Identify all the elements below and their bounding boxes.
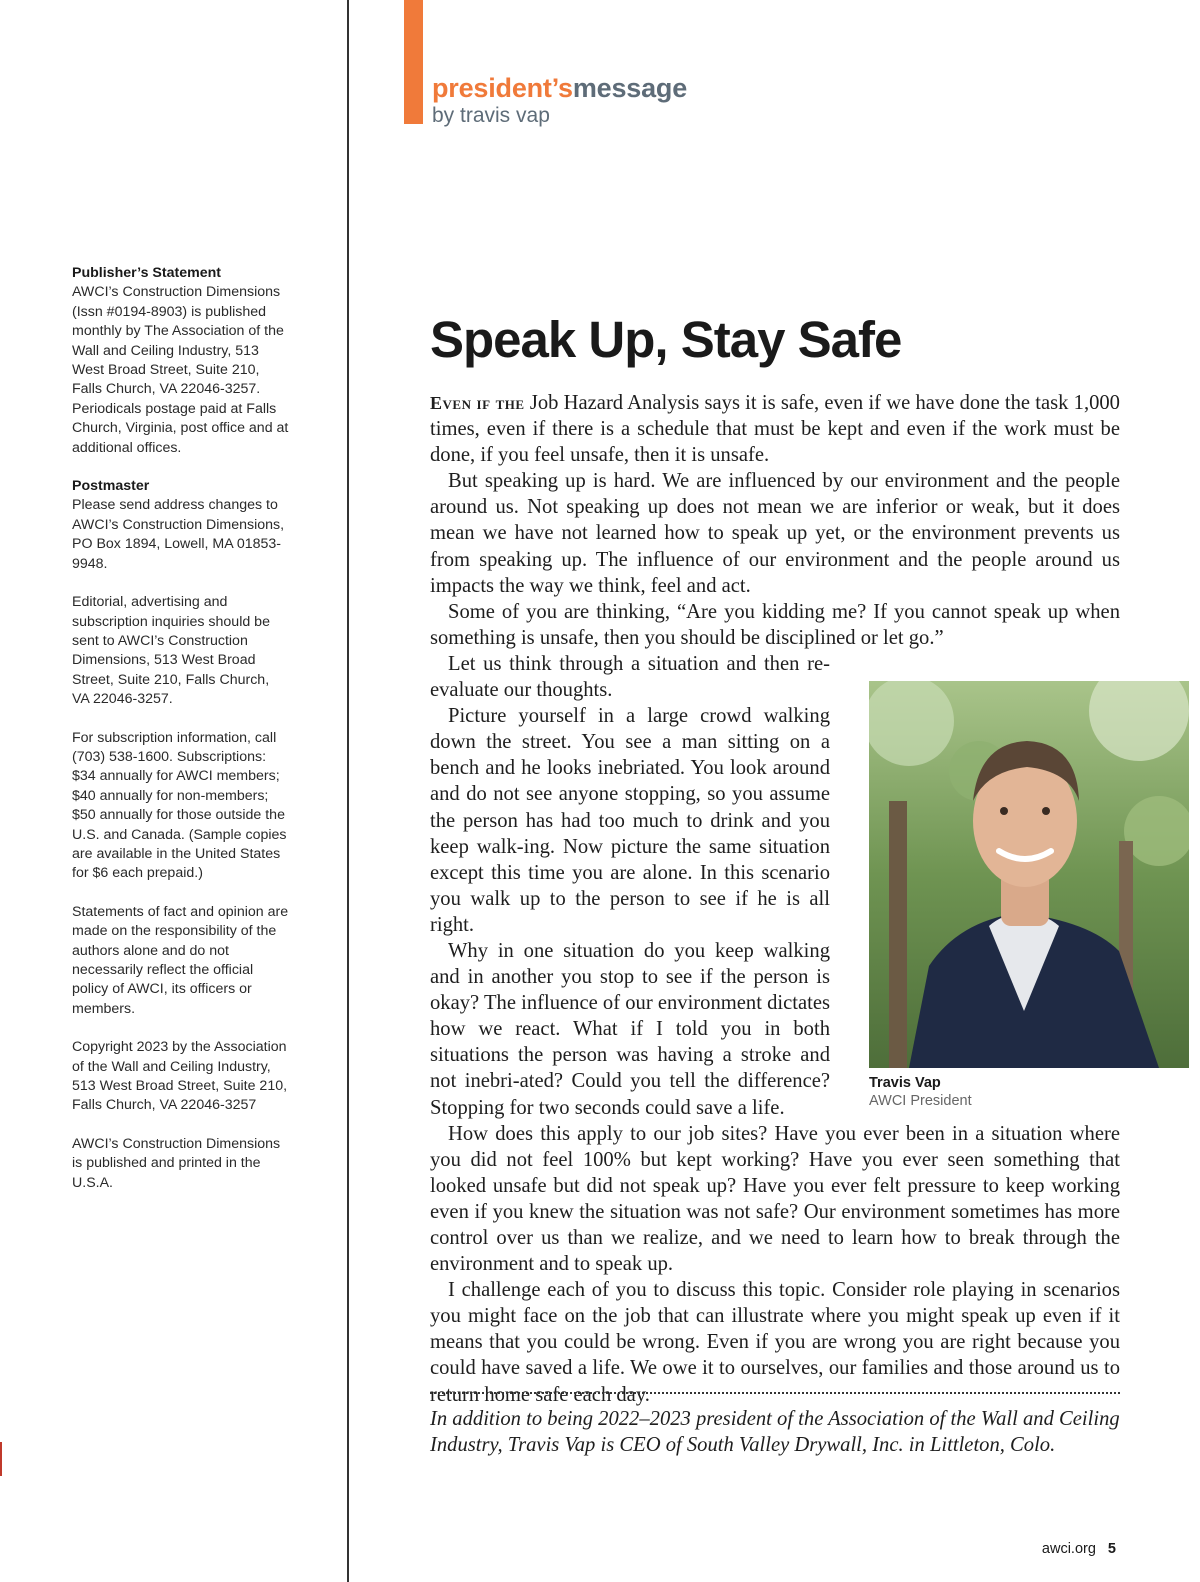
paragraph-3: Some of you are thinking, “Are you kidding me? If you cannot speak up when something is unsafe, then you should be disciplined or let go.” <box>430 600 1120 649</box>
postmaster-heading: Postmaster <box>72 478 150 495</box>
paragraph-1-text: Job Hazard Analysis says it is safe, even if we have done the task 1,000 times, even if there is a schedule that must be kept and even if the work must be done, if you feel unsafe, then it is unsafe. <box>430 392 1120 467</box>
paragraph-4: Let us think through a situation and then re-evaluate our thoughts. <box>430 652 830 702</box>
editorial-inquiries: Editorial, advertising and subscription inquiries should be sent to AWCI’s Construction Dimensions, 513 West Broad Street, Suite 210, Falls Church, VA 22046-3257. <box>72 594 270 708</box>
publishers-statement-text: AWCI’s Construction Dimensions (Issn #0194-8903) is published monthly by The Association of the Wall and Ceiling Industry, 513 West Broad Street, Suite 210, Falls Church, VA 22046-3257. Periodicals postage paid at Falls Church, Virginia, post office and at additional offices. <box>72 284 289 456</box>
paragraph-5: Picture yourself in a large crowd walking down the street. You see a man sitting on a bench and he looks inebriated. You look around and do not see anyone stopping, so you assume the person has had too much to drink and you keep walk-ing. Now picture the same situation except this time you are alone. In this scenario you walk up to the person to see if he is all right. <box>430 705 830 936</box>
author-photo <box>869 681 1189 1068</box>
publisher-sidebar <box>72 264 290 1212</box>
paragraph-2: But speaking up is hard. We are influenced by our environment and the people around us. Not speaking up does not mean we are inferior or weak, but it does mean we have not learned how to speak up yet, or the environment prevents us from speaking up. The influence of our environment and the people around us impacts the way we think, feel and act. <box>430 470 1120 597</box>
lead-in: Even if the <box>430 393 525 413</box>
photo-caption-role: AWCI President <box>869 1093 972 1109</box>
column-title-part2: message <box>572 73 688 103</box>
paragraph-8: I challenge each of you to discuss this topic. Consider role playing in scenarios you might face on the job that can illustrate where you might speak up even if it means that you could be wrong. Even if you are wrong you are right because you could have saved a life. We owe it to ourselves, our families and those around us to return home safe each day. <box>430 1279 1120 1406</box>
bio-divider <box>430 1392 1120 1394</box>
statements-disclaimer: Statements of fact and opinion are made on the responsibility of the authors alone and do not necessarily reflect the official policy of AWCI, its officers or members. <box>72 903 289 1017</box>
publishers-statement <box>72 264 290 458</box>
paragraph-7: How does this apply to our job sites? Have you ever been in a situation where you did not feel 100% but kept working? Have you ever seen something that looked unsafe but did not speak up? Have you ever felt pressure to keep working even if you knew the situation was not safe? Our environment sometimes has more control over us than we realize, and we need to learn how to break through the environment and to speak up. <box>430 1122 1120 1276</box>
column-title-part1: president’s <box>432 73 573 103</box>
paragraph-1 <box>430 390 1120 468</box>
edge-mark <box>0 1442 2 1476</box>
postmaster-text: Please send address changes to AWCI’s Construction Dimensions, PO Box 1894, Lowell, MA 01853-9948. <box>72 497 285 572</box>
column-divider <box>347 0 349 1582</box>
paragraph-6: Why in one situation do you keep walking and in another you stop to see if the person is okay? The influence of our environment dictates how we react. What if I told you in both situations the person was having a stroke and not inebri-ated? Could you tell the difference? Stopping for two seconds could save a life. <box>430 939 830 1119</box>
postmaster <box>72 477 290 574</box>
page-footer <box>1042 1541 1116 1557</box>
column-accent-bar <box>404 0 423 124</box>
author-portrait-icon <box>869 681 1189 1068</box>
publishers-statement-heading: Publisher’s Statement <box>72 265 222 281</box>
author-bio: In addition to being 2022–2023 president of the Association of the Wall and Ceiling Industry, Travis Vap is CEO of South Valley Drywall, Inc. in Littleton, Colo. <box>430 1408 1120 1457</box>
byline: by travis vap <box>432 104 550 127</box>
printed-in: AWCI’s Construction Dimensions is published and printed in the U.S.A. <box>72 1135 281 1191</box>
photo-caption <box>869 1074 972 1110</box>
photo-caption-name: Travis Vap <box>869 1075 941 1091</box>
subscription-info: For subscription information, call (703) 538-1600. Subscriptions: $34 annually for AWCI members; $40 annually for non-members; $50 annually for those outside the U.S. and Canada. (Sample copies are available in the United States for $6 each prepaid.) <box>72 729 287 882</box>
footer-site: awci.org <box>1041 1541 1096 1557</box>
page-number: 5 <box>1107 1541 1116 1557</box>
copyright: Copyright 2023 by the Association of the Wall and Ceiling Industry, 513 West Broad Street, Suite 210, Falls Church, VA 22046-3257 <box>72 1039 288 1114</box>
column-header <box>432 72 687 128</box>
article-headline: Speak Up, Stay Safe <box>430 311 902 368</box>
column-title <box>432 72 687 104</box>
